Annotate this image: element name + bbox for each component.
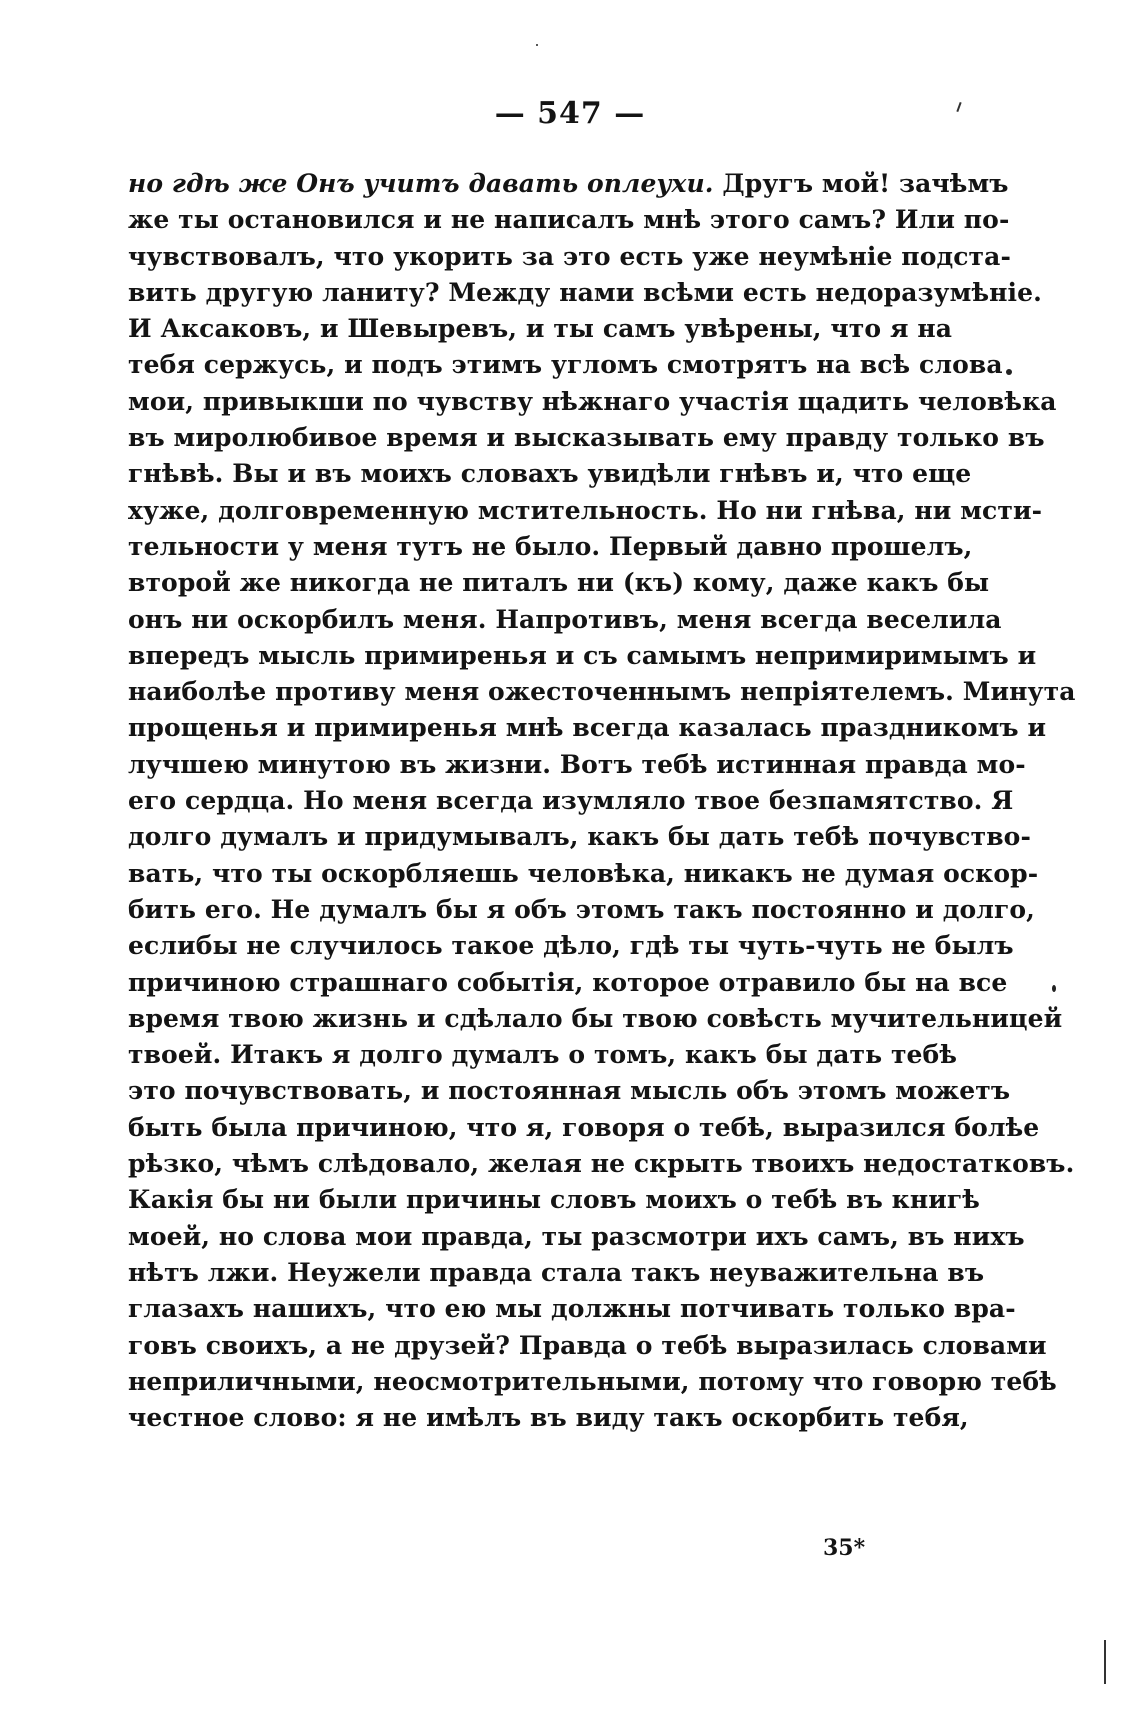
text-line: мои, привыкши по чувству нѣжнаго участія щадить человѣка <box>128 386 1057 416</box>
text-line: Какія бы ни были причины словъ моихъ о тебѣ въ книгѣ <box>128 1185 980 1215</box>
text-line: его сердца. Но меня всегда изумляло твое безпамятство. Я <box>128 786 1014 816</box>
signature-mark: 35* <box>823 1535 866 1561</box>
text-line: второй же никогда не питалъ ни (къ) кому, даже какъ бы <box>128 568 990 598</box>
text-line: нѣтъ лжи. Неужели правда стала такъ неуважительна въ <box>128 1257 985 1287</box>
text-line: онъ ни оскорбилъ меня. Напротивъ, меня всегда веселила <box>128 604 1002 634</box>
text-line: моей, но слова мои правда, ты разсмотри ихъ самъ, въ нихъ <box>128 1221 1025 1251</box>
text-line: рѣзко, чѣмъ слѣдовало, желая не скрыть твоихъ недостатковъ. <box>128 1149 1075 1179</box>
text-line: гнѣвѣ. Вы и въ моихъ словахъ увидѣли гнѣвъ и, что еще <box>128 459 972 489</box>
text-line: прощенья и примиренья мнѣ всегда казалась праздникомъ и <box>128 713 1047 743</box>
edge-mark <box>1104 1640 1106 1684</box>
text-line: время твою жизнь и сдѣлало бы твою совѣсть мучительницей <box>128 1003 1063 1033</box>
text-line: это почувствовать, и постоянная мысль объ этомъ можетъ <box>128 1076 1011 1106</box>
text-line: хуже, долговременную мстительность. Но ни гнѣва, ни мсти- <box>128 495 1043 525</box>
text-line: твоей. Итакъ я долго думалъ о томъ, какъ бы дать тебѣ <box>128 1040 958 1070</box>
ink-speck <box>536 44 538 46</box>
page-number: — 547 — <box>494 96 646 131</box>
text-line: чувствовалъ, что укорить за это есть уже неумѣніе подста- <box>128 241 1011 271</box>
text-line: наиболѣе противу меня ожесточеннымъ непріятелемъ. Минута <box>128 677 1076 707</box>
text-line: неприличными, неосмотрительными, потому что говорю тебѣ <box>128 1366 1057 1396</box>
text-line: вить другую ланиту? Между нами всѣми есть недоразумѣніе. <box>128 277 1042 307</box>
text-line: И Аксаковъ, и Шевыревъ, и ты самъ увѣрены, что я на <box>128 314 953 344</box>
text-line: лучшею минутою въ жизни. Вотъ тебѣ истинная правда мо- <box>128 749 1026 779</box>
text-line: еслибы не случилось такое дѣло, гдѣ ты чуть-чуть не былъ <box>128 931 1014 961</box>
text-line: вать, что ты оскорбляешь человѣка, никакъ не думая оскор- <box>128 858 1039 888</box>
text-line: быть была причиною, что я, говоря о тебѣ, выразился болѣе <box>128 1112 1040 1142</box>
text-line: тебя сержусь, и подъ этимъ угломъ смотрятъ на всѣ слова <box>128 350 1003 380</box>
text-line: бить его. Не думалъ бы я объ этомъ такъ постоянно и долго, <box>128 894 1035 924</box>
text-line: говъ своихъ, а не друзей? Правда о тебѣ выразилась словами <box>128 1330 1047 1360</box>
text-line: тельности у меня тутъ не было. Первый давно прошелъ, <box>128 531 973 561</box>
ink-speck <box>1052 985 1056 992</box>
ink-speck <box>1006 369 1012 375</box>
text-line: глазахъ нашихъ, что ею мы должны потчивать только вра- <box>128 1294 1016 1324</box>
text-line: же ты остановился и не написалъ мнѣ этого самъ? Или по- <box>128 205 1010 235</box>
first-line-rest: Другъ мой! зачѣмъ <box>722 169 1009 198</box>
text-line: впередъ мысль примиренья и съ самымъ непримиримымъ и <box>128 640 1037 670</box>
text-line: долго думалъ и придумывалъ, какъ бы дать тебѣ почувство- <box>128 822 1031 852</box>
text-line <box>128 166 1009 202</box>
body-text <box>128 166 1076 1436</box>
italic-phrase: но гдѣ же Онъ учитъ давать оплеухи. <box>128 169 714 198</box>
text-line: причиною страшнаго событія, которое отравило бы на все <box>128 967 1008 997</box>
text-line: въ миролюбивое время и высказывать ему правду только въ <box>128 423 1045 453</box>
text-line: честное слово: я не имѣлъ въ виду такъ оскорбить тебя, <box>128 1403 969 1433</box>
